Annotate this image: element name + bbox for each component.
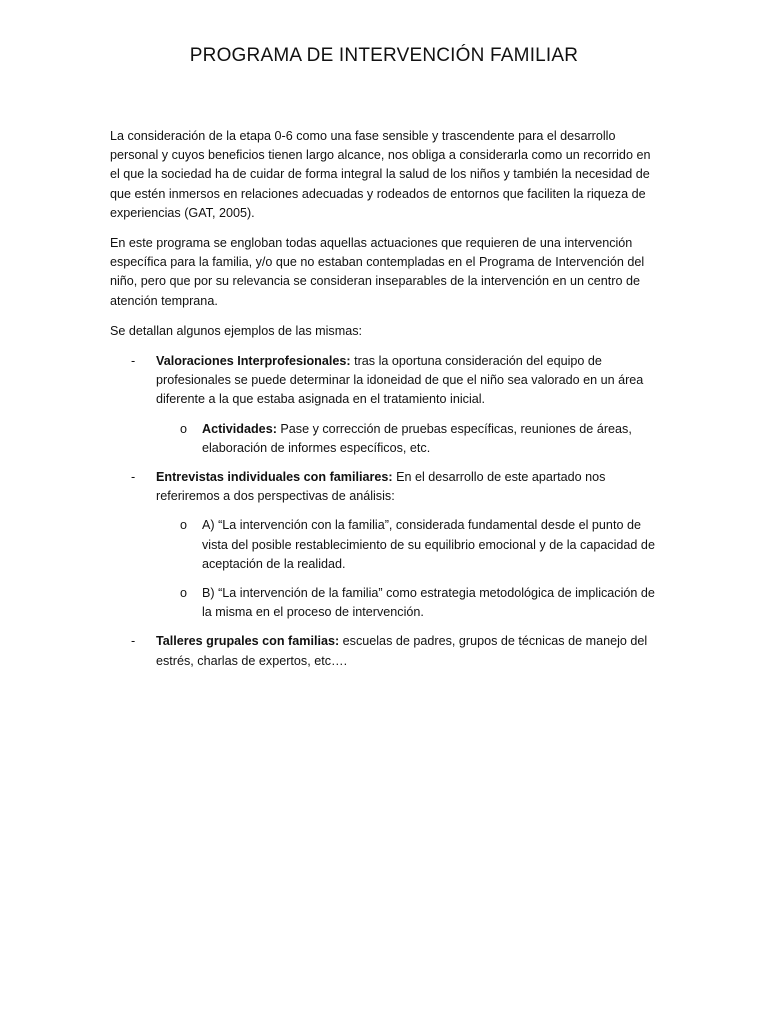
sub-item-text: A) “La intervención con la familia”, considerada fundamental desde el punto de vista del posible restablecimiento de su equilibrio emocional y de la capacidad de aceptación de la realidad. — [202, 518, 655, 571]
document-body — [110, 127, 658, 681]
list-item-entrevistas — [110, 468, 658, 506]
sub-item-text: B) “La intervención de la familia” como estrategia metodológica de implicación de la misma en el proceso de intervención. — [202, 586, 655, 620]
sub-item-intervencion-con-familia — [110, 516, 658, 574]
list-item-heading: Valoraciones Interprofesionales: — [156, 354, 351, 369]
sub-item-actividades — [110, 420, 658, 458]
intro-paragraph: La consideración de la etapa 0-6 como una fase sensible y trascendente para el desarrollo personal y cuyos beneficios tienen largo alcance, nos obliga a considerarla como un recorrido en el que la sociedad ha de cuidar de forma integral la salud de los niños y también la necesidad de que estén inmersos en relaciones adecuadas y rodeados de entornos que faciliten la riqueza de experiencias (GAT, 2005). — [110, 129, 651, 220]
list-item-talleres — [110, 632, 658, 670]
sub-item-text: Pase y corrección de pruebas específicas, reuniones de áreas, elaboración de informes específicos, etc. — [202, 421, 632, 455]
list-item-valoraciones — [110, 352, 658, 410]
document-title: PROGRAMA DE INTERVENCIÓN FAMILIAR — [189, 45, 579, 66]
sub-item-heading: Actividades: — [202, 421, 277, 436]
list-item-text: En el desarrollo de este apartado nos referiremos a dos perspectivas de análisis: — [156, 470, 606, 504]
list-item-text: tras la oportuna consideración del equipo de profesionales se puede determinar la idoneidad de que el niño sea valorado en un área diferente a la que estaba asignada en el tratamiento inicial. — [156, 354, 644, 407]
program-paragraph: En este programa se engloban todas aquellas actuaciones que requieren de una intervención específica para la familia, y/o que no estaban contempladas en el Programa de Intervención del niño, pero que por su relevancia se consideran inseparables de la intervención en un centro de atención temprana. — [110, 236, 645, 308]
list-item-text: escuelas de padres, grupos de técnicas de manejo del estrés, charlas de expertos, etc…. — [156, 634, 648, 668]
dash-bullet: - — [131, 634, 136, 649]
examples-intro: Se detallan algunos ejemplos de las mismas: — [110, 323, 363, 338]
dash-bullet: - — [131, 470, 136, 485]
circle-bullet: o — [180, 421, 188, 436]
circle-bullet: o — [180, 586, 188, 601]
sub-item-intervencion-de-familia — [110, 584, 658, 622]
dash-bullet: - — [131, 354, 136, 369]
list-item-heading: Entrevistas individuales con familiares: — [156, 470, 393, 485]
circle-bullet: o — [180, 518, 188, 533]
list-item-heading: Talleres grupales con familias: — [156, 634, 340, 649]
